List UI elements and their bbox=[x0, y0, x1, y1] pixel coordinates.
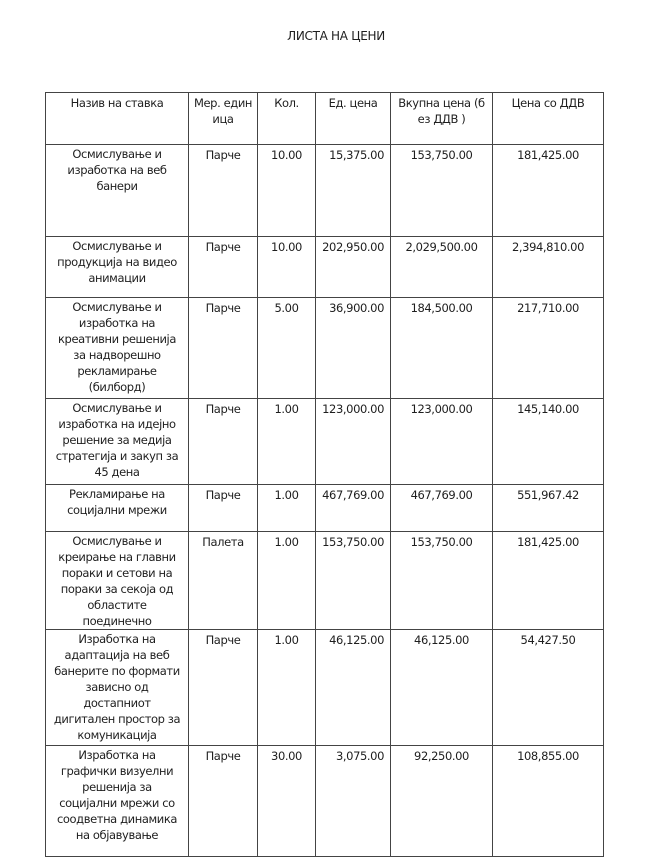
table-header-row bbox=[46, 93, 604, 145]
table-row bbox=[46, 237, 604, 298]
item-total-vat: 54,427.50 bbox=[493, 630, 604, 746]
item-total-no-vat: 92,250.00 bbox=[391, 746, 493, 857]
item-total-vat: 551,967.42 bbox=[493, 485, 604, 532]
item-total-no-vat: 467,769.00 bbox=[391, 485, 493, 532]
item-name: Изработка на адаптација на веб банерите по формати зависно од достапниот дигитален простор за комуникација bbox=[46, 630, 189, 746]
item-name: Осмислување и продукција на видео анимации bbox=[46, 237, 189, 298]
header-total-no-vat: Вкупна цена (без ДДВ ) bbox=[391, 93, 493, 145]
document-title: ЛИСТА НА ЦЕНИ bbox=[287, 29, 385, 43]
item-total-vat: 108,855.00 bbox=[493, 746, 604, 857]
item-quantity: 10.00 bbox=[258, 237, 316, 298]
table-row bbox=[46, 298, 604, 399]
item-total-vat: 217,710.00 bbox=[493, 298, 604, 399]
table-row bbox=[46, 485, 604, 532]
item-unit-price: 46,125.00 bbox=[316, 630, 391, 746]
item-unit-price: 15,375.00 bbox=[316, 145, 391, 237]
table-row bbox=[46, 630, 604, 746]
item-unit: Парче bbox=[189, 237, 258, 298]
item-unit-price: 202,950.00 bbox=[316, 237, 391, 298]
item-unit-price: 123,000.00 bbox=[316, 399, 391, 485]
item-total-vat: 181,425.00 bbox=[493, 532, 604, 630]
item-quantity: 30.00 bbox=[258, 746, 316, 857]
item-name: Осмислување и изработка на веб банери bbox=[46, 145, 189, 237]
item-name: Изработка на графички визуелни решенија за социјални мрежи со соодветна динамика на објавување bbox=[46, 746, 189, 857]
item-unit-price: 3,075.00 bbox=[316, 746, 391, 857]
table-row bbox=[46, 399, 604, 485]
item-quantity: 1.00 bbox=[258, 532, 316, 630]
item-unit: Парче bbox=[189, 746, 258, 857]
item-name: Рекламирање на социјални мрежи bbox=[46, 485, 189, 532]
header-quantity: Кол. bbox=[258, 93, 316, 145]
item-unit: Парче bbox=[189, 630, 258, 746]
item-quantity: 1.00 bbox=[258, 399, 316, 485]
item-unit: Парче bbox=[189, 399, 258, 485]
header-unit: Мер. единица bbox=[189, 93, 258, 145]
item-total-vat: 181,425.00 bbox=[493, 145, 604, 237]
item-unit-price: 467,769.00 bbox=[316, 485, 391, 532]
price-list-table bbox=[45, 92, 604, 857]
item-quantity: 10.00 bbox=[258, 145, 316, 237]
item-total-no-vat: 184,500.00 bbox=[391, 298, 493, 399]
item-total-vat: 2,394,810.00 bbox=[493, 237, 604, 298]
item-total-no-vat: 123,000.00 bbox=[391, 399, 493, 485]
item-unit-price: 36,900.00 bbox=[316, 298, 391, 399]
item-unit-price: 153,750.00 bbox=[316, 532, 391, 630]
item-total-no-vat: 2,029,500.00 bbox=[391, 237, 493, 298]
header-item-name: Назив на ставка bbox=[46, 93, 189, 145]
item-name: Осмислување и изработка на идејно решение за медија стратегија и закуп за 45 дена bbox=[46, 399, 189, 485]
item-unit: Парче bbox=[189, 485, 258, 532]
item-quantity: 5.00 bbox=[258, 298, 316, 399]
item-unit: Парче bbox=[189, 298, 258, 399]
header-unit-price: Ед. цена bbox=[316, 93, 391, 145]
item-quantity: 1.00 bbox=[258, 630, 316, 746]
header-total-vat: Цена со ДДВ bbox=[493, 93, 604, 145]
item-unit: Парче bbox=[189, 145, 258, 237]
table-row bbox=[46, 145, 604, 237]
item-total-no-vat: 153,750.00 bbox=[391, 145, 493, 237]
item-name: Осмислување и изработка на креативни решенија за надворешно рекламирање (билборд) bbox=[46, 298, 189, 399]
item-total-vat: 145,140.00 bbox=[493, 399, 604, 485]
item-unit: Палета bbox=[189, 532, 258, 630]
table-row bbox=[46, 532, 604, 630]
item-total-no-vat: 153,750.00 bbox=[391, 532, 493, 630]
table-row bbox=[46, 746, 604, 857]
item-total-no-vat: 46,125.00 bbox=[391, 630, 493, 746]
item-quantity: 1.00 bbox=[258, 485, 316, 532]
item-name: Осмислување и креирање на главни пораки и сетови на пораки за секоја од областите поединечно bbox=[46, 532, 189, 630]
